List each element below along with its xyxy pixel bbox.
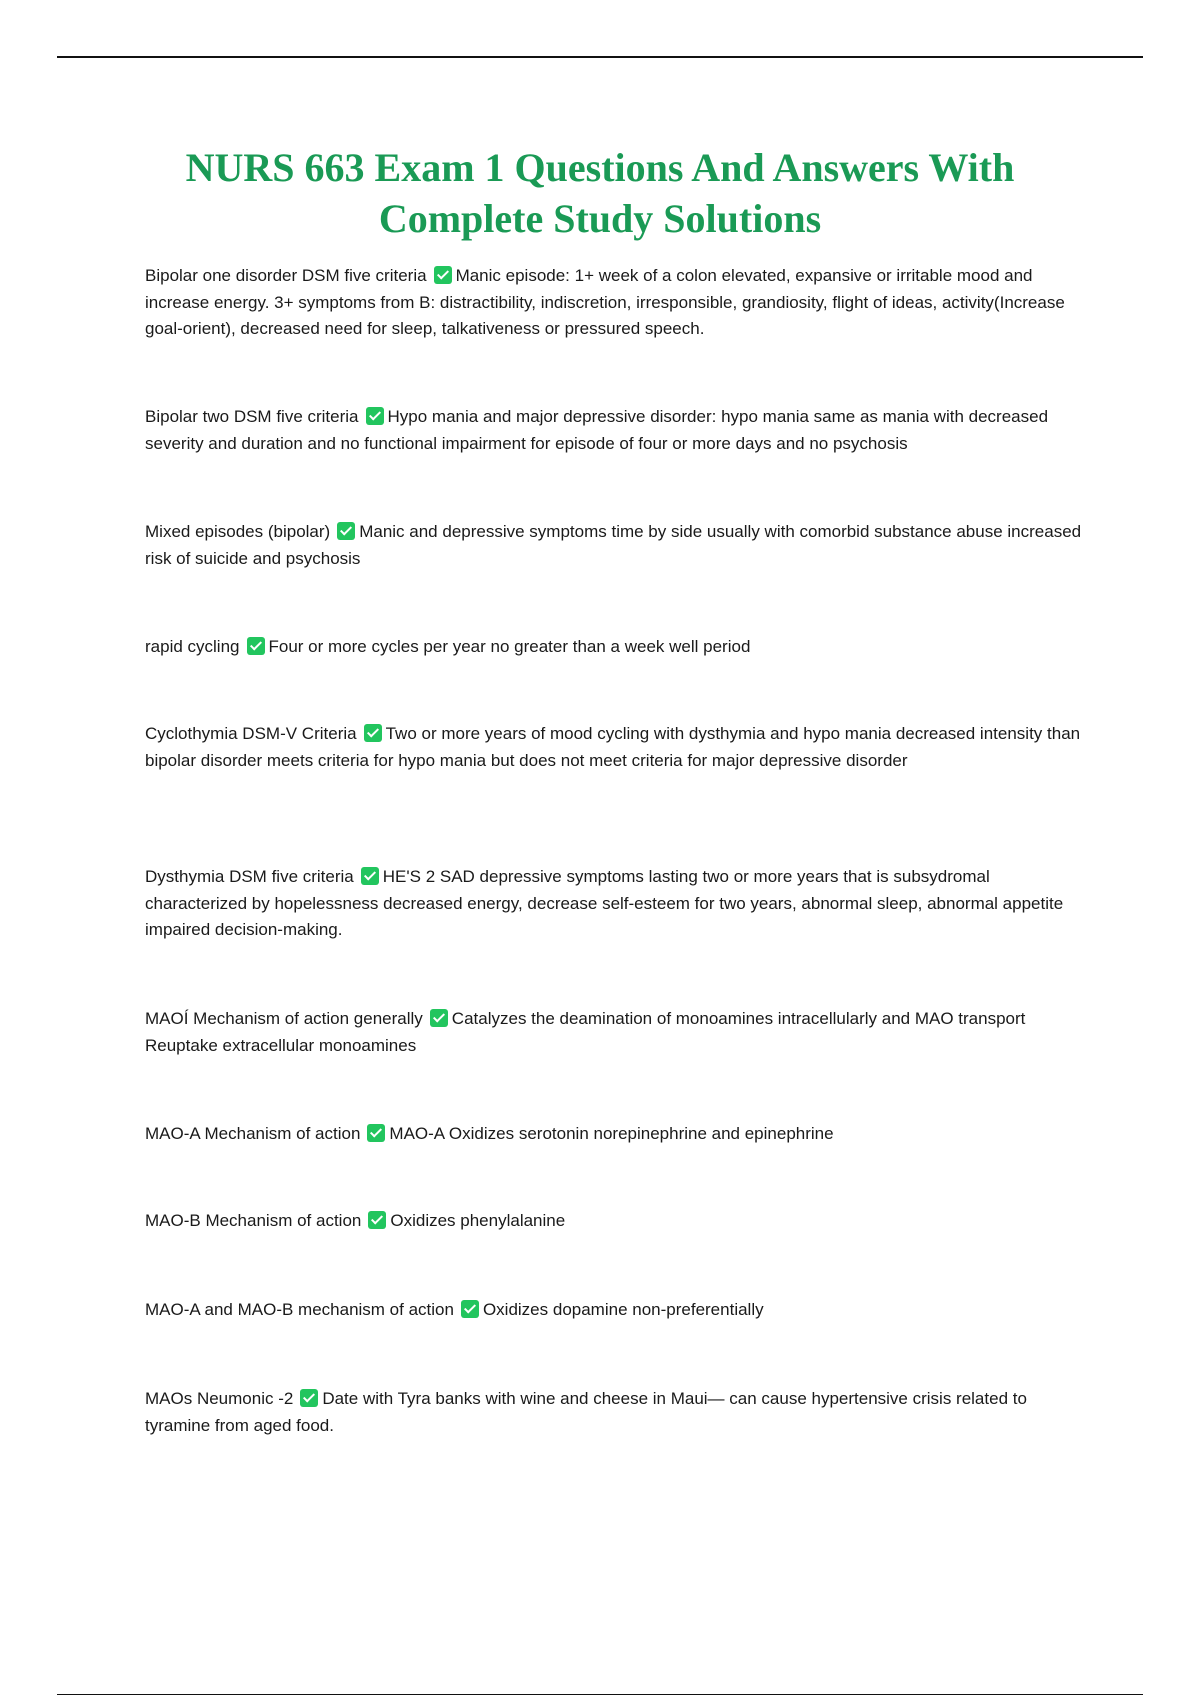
qa-question: MAO-B Mechanism of action — [145, 1211, 362, 1230]
qa-answer: Date with Tyra banks with wine and cheese in Maui— can cause hypertensive crisis related to tyramine from aged food. — [145, 1389, 1027, 1435]
qa-answer: Two or more years of mood cycling with dysthymia and hypo mania decreased intensity than bipolar disorder meets criteria for hypo mania but does not meet criteria for major depressive disorder — [145, 724, 1081, 770]
qa-answer: Manic episode: 1+ week of a colon elevated, expansive or irritable mood and increase energy. 3+ symptoms from B: distractibility, indiscretion, irresponsible, grandiosity, flight of ideas, activity(Increase goal-orient), decreased need for sleep, talkativeness or pressured speech. — [145, 266, 1065, 338]
qa-answer: Hypo mania and major depressive disorder: hypo mania same as mania with decreased severity and duration and no functional impairment for episode of four or more days and no psychosis — [145, 407, 1049, 453]
checkmark-icon — [364, 724, 382, 742]
qa-answer: Manic and depressive symptoms time by side usually with comorbid substance abuse increased risk of suicide and psychosis — [145, 522, 1082, 568]
page-title — [100, 142, 1100, 244]
checkmark-icon — [434, 266, 452, 284]
qa-answer: Oxidizes phenylalanine — [390, 1211, 566, 1230]
qa-item — [145, 634, 1085, 661]
title-line-2: Complete Study Solutions — [378, 196, 822, 241]
qa-item — [145, 1208, 1085, 1235]
qa-question: Cyclothymia DSM-V Criteria — [145, 724, 357, 743]
qa-item — [145, 263, 1085, 343]
qa-question: Dysthymia DSM five criteria — [145, 867, 354, 886]
qa-item — [145, 1386, 1085, 1439]
qa-question: MAO-A and MAO-B mechanism of action — [145, 1300, 454, 1319]
checkmark-icon — [337, 522, 355, 540]
qa-answer: MAO-A Oxidizes serotonin norepinephrine and epinephrine — [389, 1124, 834, 1143]
qa-answer: Oxidizes dopamine non-preferentially — [482, 1300, 764, 1319]
qa-item — [145, 1121, 1085, 1148]
checkmark-icon — [300, 1389, 318, 1407]
qa-answer: HE'S 2 SAD depressive symptoms lasting two or more years that is subsydromal characterized by hopelessness decreased energy, decrease self-esteem for two years, abnormal sleep, abnormal appetite impaired decision-making. — [145, 867, 1064, 939]
qa-answer: Catalyzes the deamination of monoamines intracellularly and MAO transport Reuptake extracellular monoamines — [145, 1009, 1026, 1055]
checkmark-icon — [361, 867, 379, 885]
qa-item — [145, 721, 1085, 774]
title-line-1: NURS 663 Exam 1 Questions And Answers With — [185, 145, 1015, 190]
qa-item — [145, 1006, 1085, 1059]
bottom-rule — [57, 1694, 1143, 1695]
qa-question: Bipolar two DSM five criteria — [145, 407, 359, 426]
qa-question: MAOs Neumonic -2 — [145, 1389, 294, 1408]
qa-item — [145, 519, 1085, 572]
qa-answer: Four or more cycles per year no greater than a week well period — [268, 637, 751, 656]
qa-question: Mixed episodes (bipolar) — [145, 522, 331, 541]
checkmark-icon — [430, 1009, 448, 1027]
qa-question: Bipolar one disorder DSM five criteria — [145, 266, 427, 285]
qa-question: MAO-A Mechanism of action — [145, 1124, 361, 1143]
qa-item — [145, 1297, 1085, 1324]
checkmark-icon — [247, 637, 265, 655]
qa-item — [145, 864, 1085, 944]
qa-question: MAOÍ Mechanism of action generally — [145, 1009, 423, 1028]
checkmark-icon — [366, 407, 384, 425]
top-rule — [57, 56, 1143, 58]
checkmark-icon — [461, 1300, 479, 1318]
checkmark-icon — [367, 1124, 385, 1142]
checkmark-icon — [368, 1211, 386, 1229]
qa-question: rapid cycling — [145, 637, 240, 656]
qa-item — [145, 404, 1085, 457]
